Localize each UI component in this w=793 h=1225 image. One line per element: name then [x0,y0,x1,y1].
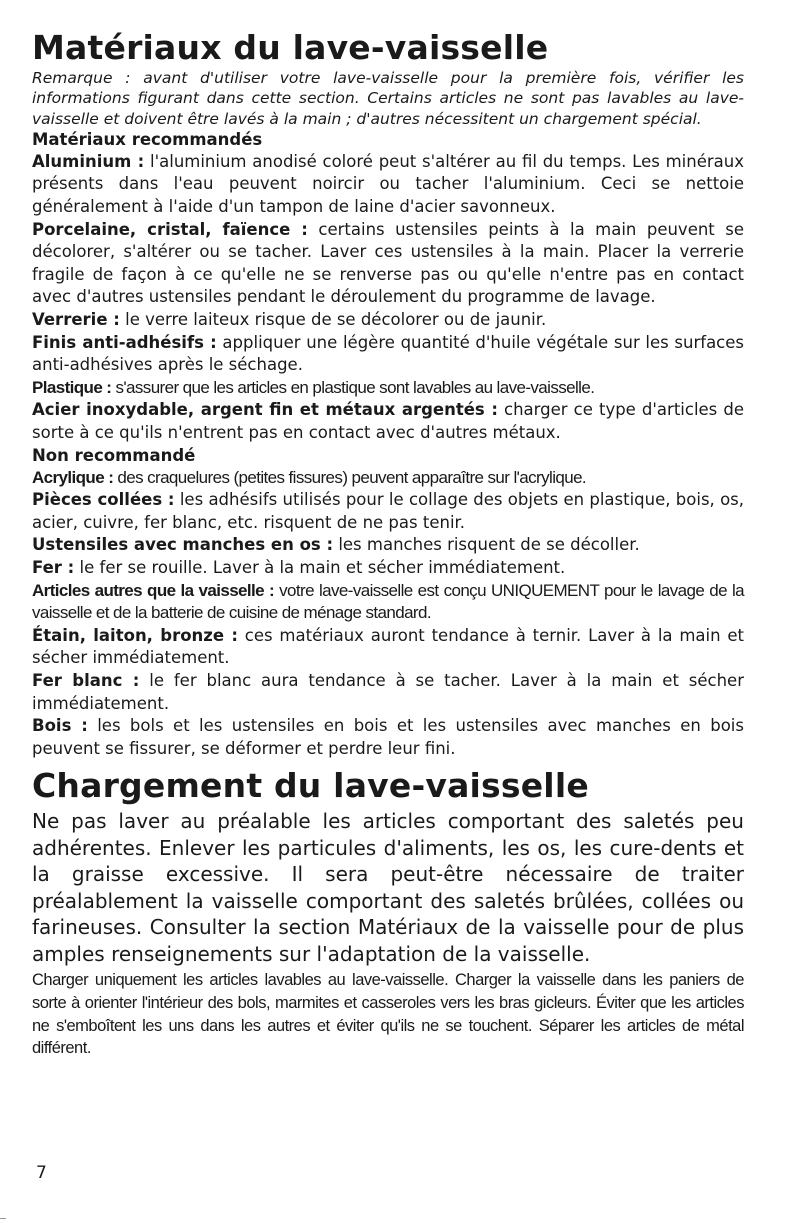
material-text: certains ustensiles peints à la main peuvent se décolorer, s'altérer ou se tacher. Laver ces ustensiles à la main. Placer la verrerie fragile de façon à ce qu'elle ne se renverse pas ou qu'elle n'entre pas en contact avec d'autres ustensiles pendant le déroulement du programme de lavage. [32,219,744,307]
material-tin [32,670,744,715]
material-term: Bois : [32,716,88,736]
remark-note: Remarque : avant d'utiliser votre lave-vaisselle pour la première fois, vérifier les informations figurant dans cette section. Certains articles ne sont pas lavables au lave-vaisselle et doivent être lavés à la main ; d'autres nécessitent un chargement spécial. [32,69,744,128]
material-term: Verrerie : [32,310,120,330]
recommended-heading: Matériaux recommandés [32,129,263,149]
material-plastic [32,377,744,400]
material-pewter [32,625,744,670]
material-porcelain [32,219,744,309]
not-recommended-heading: Non recommandé [32,445,196,465]
material-glassware [32,309,744,332]
material-term: Acier inoxydable, argent fin et métaux argentés : [32,400,498,420]
material-stainless [32,399,744,444]
material-text: appliquer une légère quantité d'huile végétale sur les surfaces anti-adhésives après le séchage. [32,332,744,375]
material-term: Ustensiles avec manches en os : [32,535,334,555]
material-text: charger ce type d'articles de sorte à ce qu'ils n'entrent pas en contact avec d'autres métaux. [32,400,744,443]
material-text: le fer blanc aura tendance à se tacher. Laver à la main et sécher immédiatement. [32,670,744,713]
material-non-dishware [32,580,744,625]
material-glued-parts [32,489,744,534]
material-text: s'assurer que les articles en plastique sont lavables au lave-vaisselle. [111,377,595,397]
material-nonstick [32,332,744,377]
material-bone-handles [32,534,744,557]
material-text: l'aluminium anodisé coloré peut s'altérer au fil du temps. Les minéraux présents dans l'eau peuvent noircir ou tacher l'aluminium. Ceci se nettoie généralement à l'aide d'un tampon de laine d'acier savonneux. [32,151,744,217]
section-title-loading: Chargement du lave-vaisselle [32,766,589,806]
material-aluminium [32,151,744,219]
material-term: Porcelaine, cristal, faïence : [32,219,308,239]
material-text: ces matériaux auront tendance à ternir. Laver à la main et sécher immédiatement. [32,625,744,668]
material-term: Plastique : [32,377,112,397]
material-acrylic [32,467,744,490]
crop-mark [0,1218,6,1219]
material-term: Fer : [32,557,75,577]
material-term: Acrylique : [32,467,114,487]
manual-page [32,28,744,1060]
material-text: des craquelures (petites fissures) peuvent apparaître sur l'acrylique. [113,467,587,487]
material-text: les bols et les ustensiles en bois et les ustensiles avec manches en bois peuvent se fissurer, se déformer et perdre leur fini. [32,716,744,758]
material-text: le fer se rouille. Laver à la main et sécher immédiatement. [74,557,566,577]
page-number: 7 [36,1163,47,1183]
material-term: Finis anti-adhésifs : [32,332,217,352]
material-text: votre lave-vaisselle est conçu UNIQUEMENT pour le lavage de la vaisselle et de la batterie de cuisine de ménage standard. [32,580,744,623]
material-term: Pièces collées : [32,490,175,510]
material-term: Étain, laiton, bronze : [32,625,238,645]
loading-body-paragraph: Charger uniquement les articles lavables au lave-vaisselle. Charger la vaisselle dans les paniers de sorte à orienter l'intérieur des bols, marmites et casseroles vers les bras gicleurs. Éviter que les articles ne s'emboîtent les uns dans les autres et éviter qu'ils ne se touchent. Séparer les articles de métal différent. [32,971,744,1058]
material-term: Articles autres que la vaisselle : [32,580,275,600]
section-title-materials: Matériaux du lave-vaisselle [32,28,549,67]
material-wood [32,715,744,760]
material-text: les adhésifs utilisés pour le collage des objets en plastique, bois, os, acier, cuivre, fer blanc, etc. risquent de ne pas tenir. [32,490,745,532]
material-term: Fer blanc : [32,670,140,690]
material-iron [32,557,744,580]
material-term: Aluminium : [32,151,145,171]
material-text: le verre laiteux risque de se décolorer ou de jaunir. [119,310,547,330]
loading-lead-paragraph: Ne pas laver au préalable les articles comportant des saletés peu adhérentes. Enlever les particules d'aliments, les os, les cure-dents et la graisse excessive. Il sera peut-être nécessaire de traiter préalablement la vaisselle comportant des saletés brûlées, collées ou farineuses. Consulter la section Matériaux de la vaisselle pour de plus amples renseignements sur l'adaptation de la vaisselle. [32,809,744,966]
material-text: les manches risquent de se décoller. [333,535,640,555]
